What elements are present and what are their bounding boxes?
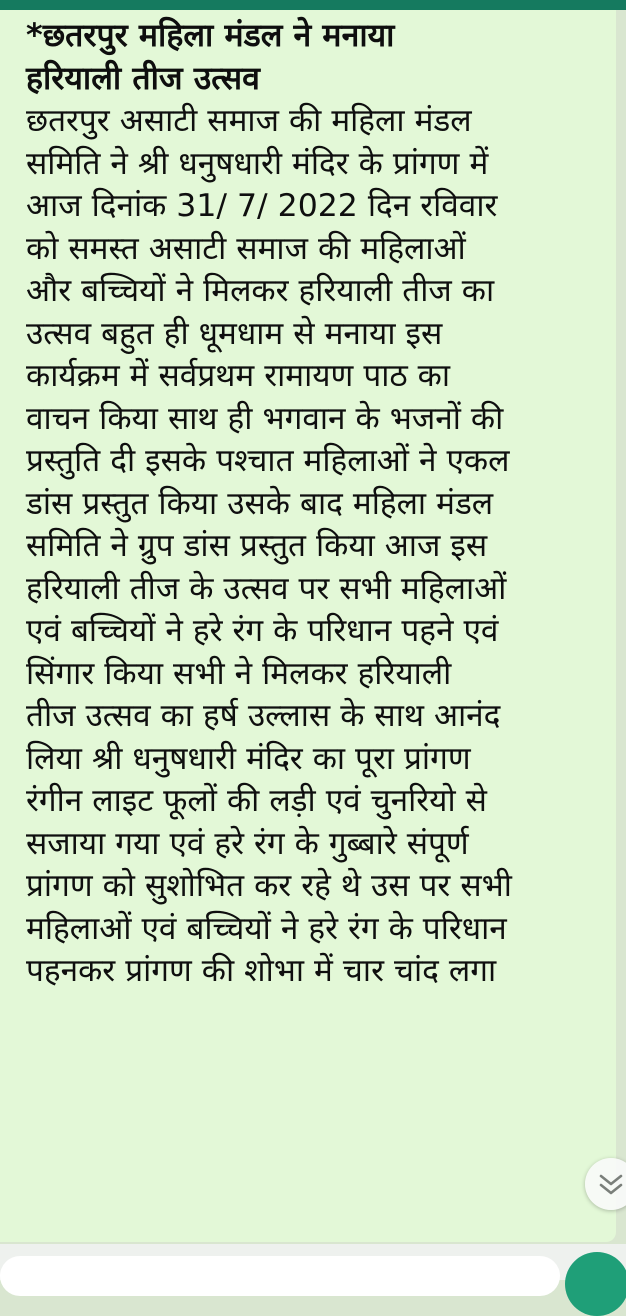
body-line: को समस्त असाटी समाज की महिलाओं xyxy=(26,230,466,267)
body-line: आज दिनांक 31/ 7/ 2022 दिन रविवार xyxy=(26,188,498,224)
body-line: रंगीन लाइट फूलों की लड़ी एवं चुनरियो से xyxy=(26,783,487,819)
body-line: और बच्चियों ने मिलकर हरियाली तीज का xyxy=(26,273,495,309)
message-bubble[interactable] xyxy=(0,10,616,1242)
header-strip xyxy=(0,0,626,10)
body-line: एवं बच्चियों ने हरे रंग के परिधान पहने एवं xyxy=(26,613,499,649)
message-headline xyxy=(26,14,616,100)
body-line: समिति ने श्री धनुषधारी मंदिर के प्रांगण में xyxy=(26,145,489,182)
body-line: प्रांगण को सुशोभित कर रहे थे उस पर सभी xyxy=(26,868,512,904)
body-line: उत्सव बहुत ही धूमधाम से मनाया इस xyxy=(26,315,443,352)
headline-line: हरियाली तीज उत्सव xyxy=(26,59,260,97)
double-chevron-down-icon xyxy=(597,1172,625,1198)
body-line: वाचन किया साथ ही भगवान के भजनों की xyxy=(26,400,504,437)
body-line: प्रस्तुति दी इसके पश्चात महिलाओं ने एकल xyxy=(26,443,510,479)
body-line: सिंगार किया सभी ने मिलकर हरियाली xyxy=(26,655,452,692)
body-line: महिलाओं एवं बच्चियों ने हरे रंग के परिधान xyxy=(26,910,507,947)
body-line: सजाया गया एवं हरे रंग के गुब्बारे संपूर्ण xyxy=(26,825,469,862)
body-line: कार्यक्रम में सर्वप्रथम रामायण पाठ का xyxy=(26,358,451,394)
message-body xyxy=(26,100,616,993)
body-line: हरियाली तीज के उत्सव पर सभी महिलाओं xyxy=(26,570,507,607)
body-line: लिया श्री धनुषधारी मंदिर का पूरा प्रांगण xyxy=(26,740,471,777)
headline-line: *छतरपुर महिला मंडल ने मनाया xyxy=(26,16,395,54)
body-line: पहनकर प्रांगण की शोभा में चार चांद लगा xyxy=(26,953,497,989)
message-input[interactable] xyxy=(0,1256,560,1296)
body-line: तीज उत्सव का हर्ष उल्लास के साथ आनंद xyxy=(26,698,501,734)
send-button[interactable] xyxy=(565,1252,626,1316)
body-line: छतरपुर असाटी समाज की महिला मंडल xyxy=(26,103,472,139)
body-line: डांस प्रस्तुत किया उसके बाद महिला मंडल xyxy=(26,485,494,522)
body-line: समिति ने ग्रुप डांस प्रस्तुत किया आज इस xyxy=(26,528,488,564)
